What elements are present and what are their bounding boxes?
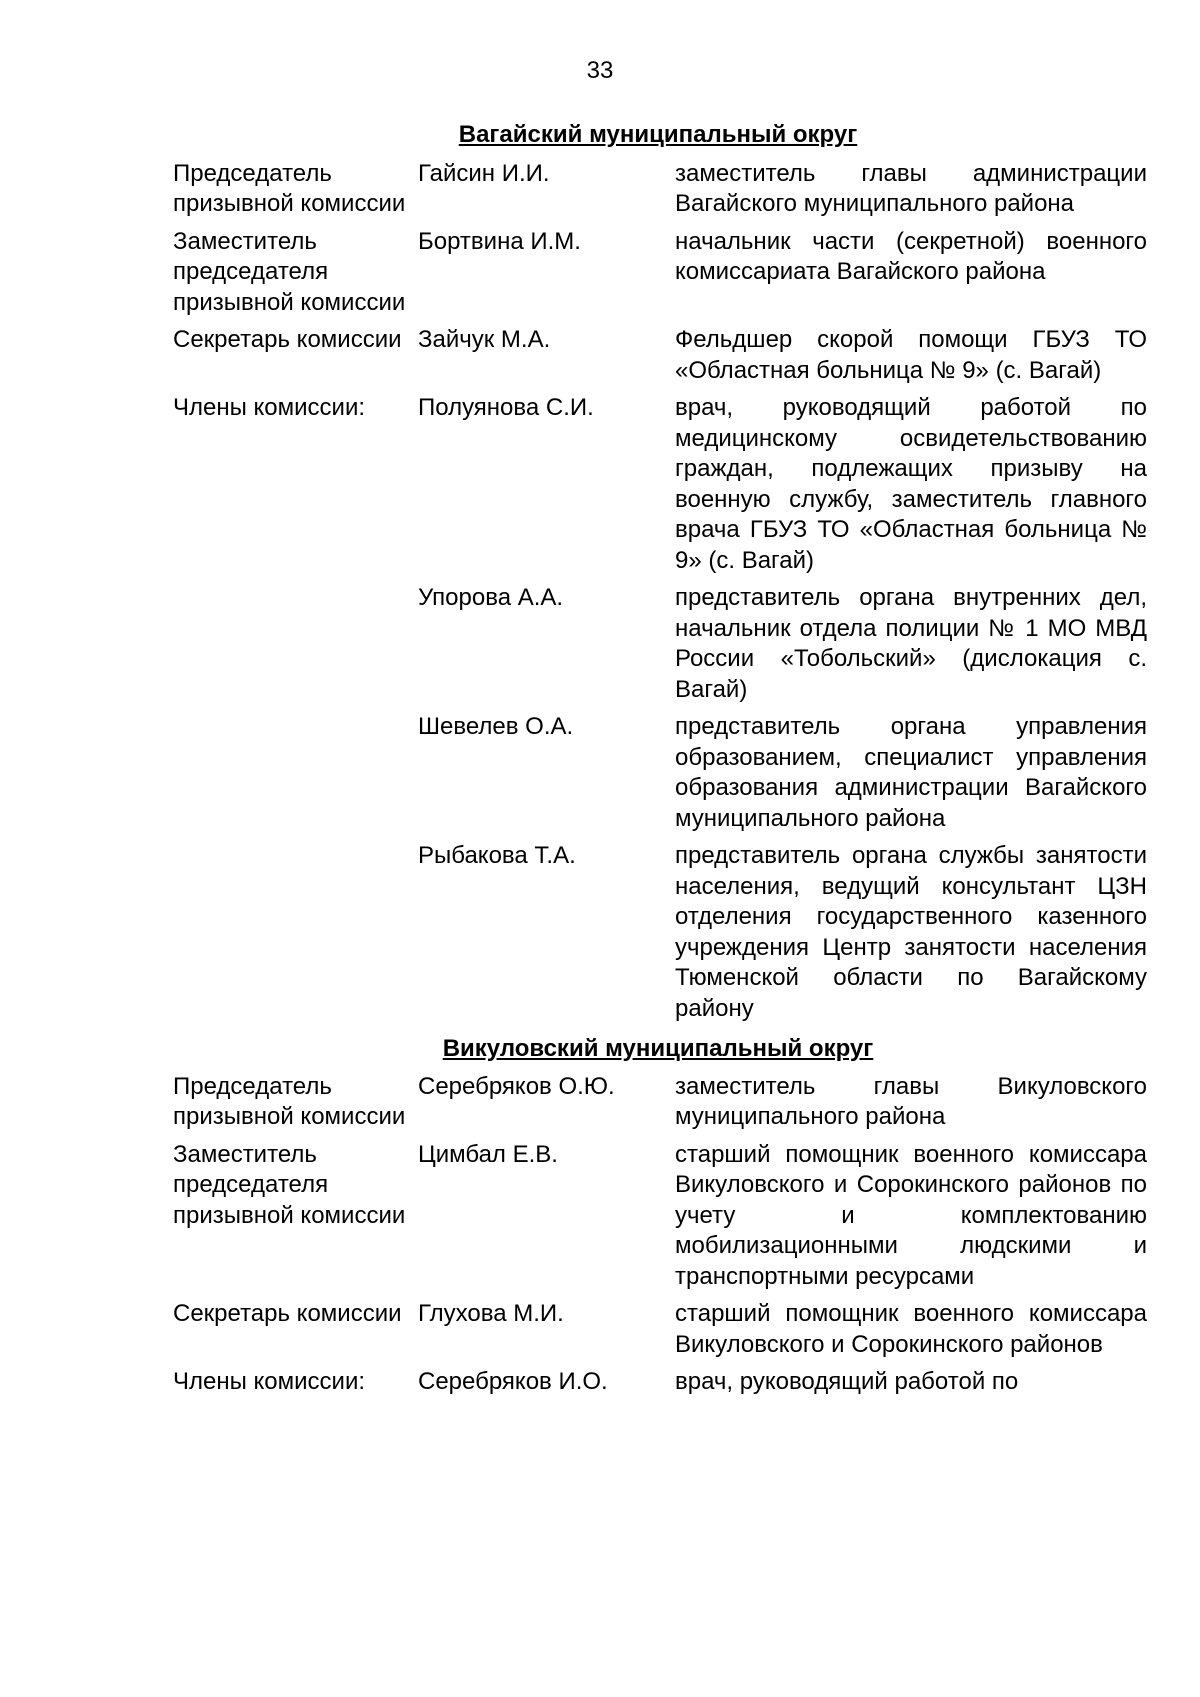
member-name: Рыбакова Т.А. bbox=[418, 842, 576, 869]
member-name: Бортвина И.М. bbox=[418, 227, 581, 255]
member-position: Фельдшер скорой помощи ГБУЗ ТО «Областная больница № 9» (с. Вагай) bbox=[675, 326, 1147, 384]
commission-member-row bbox=[173, 1367, 1143, 1398]
member-name: Полуянова С.И. bbox=[418, 394, 594, 421]
commission-member-row bbox=[173, 227, 1147, 319]
member-role bbox=[173, 712, 418, 834]
member-name: Серебряков И.О. bbox=[418, 1368, 608, 1395]
member-role: Председатель призывной комиссии bbox=[173, 159, 406, 217]
commission-member-row bbox=[173, 712, 1147, 834]
member-name: Цимбал Е.В. bbox=[418, 1140, 558, 1168]
member-role: Заместитель председателя призывной комиссии bbox=[173, 227, 406, 316]
commission-member-row bbox=[173, 1072, 1147, 1133]
member-name: Гайсин И.И. bbox=[418, 159, 550, 187]
member-role: Секретарь комиссии bbox=[173, 326, 402, 353]
member-position: представитель органа службы занятости населения, ведущий консультант ЦЗН отделения государственного казенного учреждения Центр занятости населения Тюменской области по Вагайскому району bbox=[675, 842, 1147, 1022]
page-number: 33 bbox=[586, 57, 614, 84]
member-position: врач, руководящий работой по bbox=[675, 1368, 1019, 1395]
member-name: Серебряков О.Ю. bbox=[418, 1072, 615, 1100]
member-position: врач, руководящий работой по медицинскому освидетельствованию граждан, подлежащих призыву на военную службу, заместитель главного врача ГБУЗ ТО «Областная больница № 9» (с. Вагай) bbox=[675, 394, 1147, 574]
member-name: Зайчук М.А. bbox=[418, 326, 551, 353]
member-name: Шевелев О.А. bbox=[418, 713, 574, 740]
member-role: Председатель призывной комиссии bbox=[173, 1072, 406, 1130]
commission-member-row bbox=[173, 583, 1147, 705]
member-role: Члены комиссии: bbox=[173, 394, 366, 421]
commission-member-row bbox=[173, 841, 1147, 1024]
member-position: заместитель главы администрации Вагайского муниципального района bbox=[675, 159, 1147, 217]
member-name: Глухова М.И. bbox=[418, 1300, 564, 1327]
commission-member-row bbox=[173, 1299, 1147, 1360]
member-position: старший помощник военного комиссара Викуловского и Сорокинского районов bbox=[675, 1300, 1147, 1358]
member-role: Заместитель председателя призывной комиссии bbox=[173, 1140, 406, 1229]
member-role: Члены комиссии: bbox=[173, 1368, 366, 1395]
member-role bbox=[173, 583, 418, 705]
member-position: представитель органа внутренних дел, начальник отдела полиции № 1 МО МВД России «Тобольский» (дислокация с. Вагай) bbox=[675, 584, 1147, 703]
member-position: заместитель главы Викуловского муниципального района bbox=[675, 1072, 1147, 1130]
commission-member-row bbox=[173, 1140, 1147, 1293]
member-role: Секретарь комиссии bbox=[173, 1300, 402, 1327]
commission-member-row bbox=[173, 325, 1147, 386]
commission-member-row bbox=[173, 159, 1147, 220]
member-name: Упорова А.А. bbox=[418, 584, 564, 611]
section-title: Викуловский муниципальный округ bbox=[442, 1035, 874, 1062]
commission-member-row bbox=[173, 393, 1147, 576]
document-content bbox=[173, 120, 1147, 1405]
commission-sections bbox=[173, 120, 1147, 1398]
member-position: старший помощник военного комиссара Викуловского и Сорокинского районов по учету и комплектованию мобилизационными людскими и транспортными ресурсами bbox=[675, 1140, 1147, 1290]
member-position: начальник части (секретной) военного комиссариата Вагайского района bbox=[675, 227, 1147, 285]
member-position: представитель органа управления образованием, специалист управления образования администрации Вагайского муниципального района bbox=[675, 713, 1147, 832]
member-role bbox=[173, 841, 418, 1024]
section-title: Вагайский муниципальный округ bbox=[458, 121, 858, 148]
